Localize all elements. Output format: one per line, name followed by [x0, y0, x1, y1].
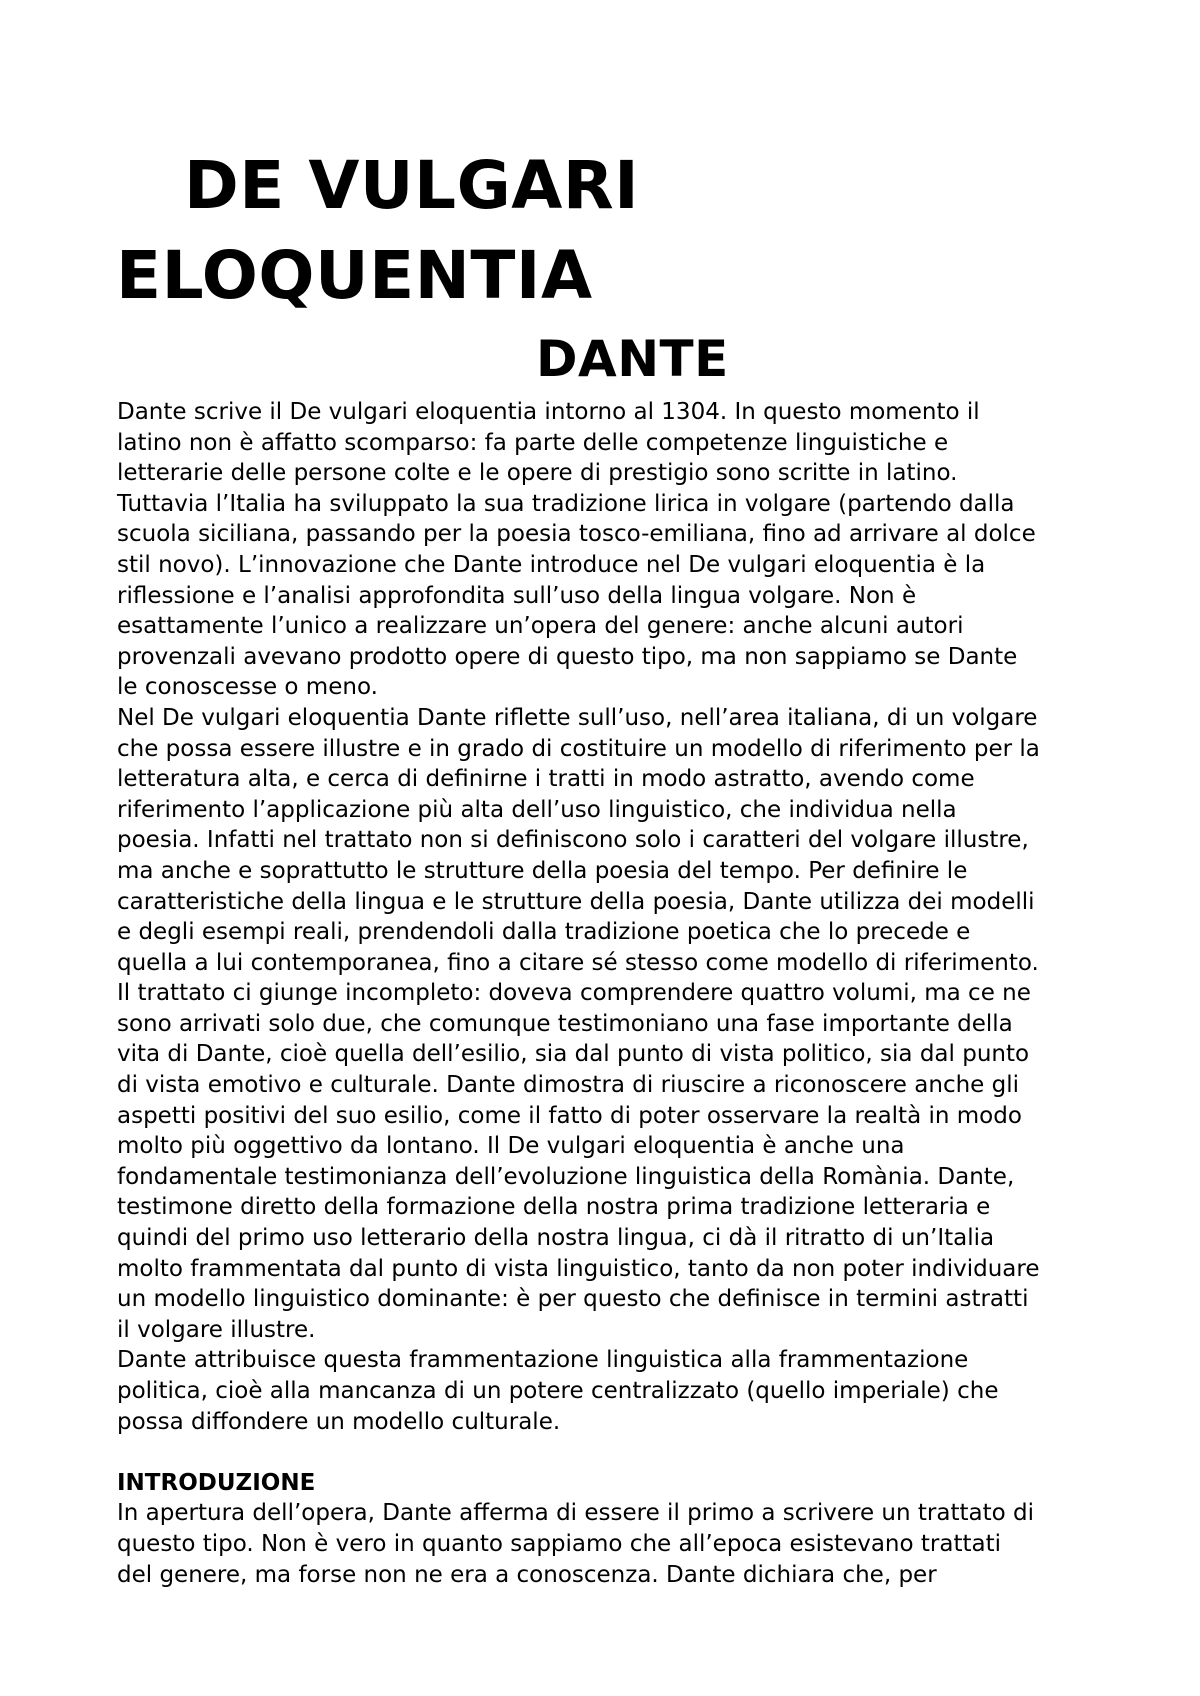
text-line: stil novo). L’innovazione che Dante introduce nel De vulgari eloquentia è la [117, 551, 986, 578]
text-line: riflessione e l’analisi approfondita sull’uso della lingua volgare. Non è [117, 582, 917, 609]
text-line: e degli esempi reali, prendendoli dalla tradizione poetica che lo precede e [117, 919, 971, 946]
body-text [117, 397, 1117, 1590]
text-line: vita di Dante, cioè quella dell’esilio, sia dal punto di vista politico, sia dal punto [117, 1041, 1030, 1068]
text-line: fondamentale testimonianza dell’evoluzione linguistica della Romània. Dante, [117, 1163, 1015, 1190]
text-line: questo tipo. Non è vero in quanto sappiamo che all’epoca esistevano trattati [117, 1530, 1001, 1557]
text-line: testimone diretto della formazione della nostra prima tradizione letteraria e [117, 1194, 991, 1221]
text-line: un modello linguistico dominante: è per questo che definisce in termini astratti [117, 1286, 1029, 1313]
text-line: scuola siciliana, passando per la poesia tosco-emiliana, fino ad arrivare al dolce [117, 521, 1036, 548]
text-line: Dante attribuisce questa frammentazione linguistica alla frammentazione [117, 1347, 969, 1374]
title-line-2: ELOQUENTIA [116, 237, 593, 314]
section-heading: INTRODUZIONE [117, 1469, 316, 1496]
text-line: letteratura alta, e cerca di definirne i tratti in modo astratto, avendo come [117, 766, 975, 793]
blank-line [117, 1437, 1117, 1468]
text-line: sono arrivati solo due, che comunque testimoniano una fase importante della [117, 1010, 1013, 1037]
text-line: che possa essere illustre e in grado di costituire un modello di riferimento per la [117, 735, 1040, 762]
text-line: esattamente l’unico a realizzare un’opera del genere: anche alcuni autori [117, 613, 964, 640]
text-line: letterarie delle persone colte e le opere di prestigio sono scritte in latino. [117, 460, 958, 487]
text-line: quella a lui contemporanea, fino a citare sé stesso come modello di riferimento. [117, 949, 1039, 976]
text-line: molto più oggettivo da lontano. Il De vulgari eloquentia è anche una [117, 1133, 905, 1160]
author-heading: DANTE [536, 330, 729, 388]
text-line: Il trattato ci giunge incompleto: doveva comprendere quattro volumi, ma ce ne [117, 980, 1031, 1007]
text-line: di vista emotivo e culturale. Dante dimostra di riuscire a riconoscere anche gli [117, 1072, 1020, 1099]
text-line: riferimento l’applicazione più alta dell’uso linguistico, che individua nella [117, 796, 957, 823]
text-line: aspetti positivi del suo esilio, come il fatto di poter osservare la realtà in modo [117, 1102, 1022, 1129]
text-line: le conoscesse o meno. [117, 674, 378, 701]
text-line: latino non è affatto scomparso: fa parte delle competenze linguistiche e [117, 429, 949, 456]
text-line: provenzali avevano prodotto opere di questo tipo, ma non sappiamo se Dante [117, 643, 1018, 670]
text-line: caratteristiche della lingua e le strutture della poesia, Dante utilizza dei modelli [117, 888, 1035, 915]
text-line: ma anche e soprattutto le strutture della poesia del tempo. Per definire le [117, 857, 968, 884]
text-line: Nel De vulgari eloquentia Dante riflette sull’uso, nell’area italiana, di un volgare [117, 704, 1038, 731]
text-line: poesia. Infatti nel trattato non si definiscono solo i caratteri del volgare illustre, [117, 827, 1029, 854]
text-line: quindi del primo uso letterario della nostra lingua, ci dà il ritratto di un’Italia [117, 1225, 995, 1252]
text-line: Dante scrive il De vulgari eloquentia intorno al 1304. In questo momento il [117, 399, 980, 425]
text-line: politica, cioè alla mancanza di un potere centralizzato (quello imperiale) che [117, 1378, 999, 1404]
text-line: Tuttavia l’Italia ha sviluppato la sua tradizione lirica in volgare (partendo dalla [117, 490, 1015, 517]
text-line: del genere, ma forse non ne era a conoscenza. Dante dichiara che, per [117, 1561, 937, 1588]
text-line: il volgare illustre. [117, 1316, 316, 1343]
text-line: molto frammentata dal punto di vista linguistico, tanto da non poter individuare [117, 1255, 1040, 1282]
text-line: possa diffondere un modello culturale. [117, 1408, 561, 1435]
text-line: In apertura dell’opera, Dante afferma di essere il primo a scrivere un trattato di [117, 1500, 1034, 1527]
title-line-1: DE VULGARI [184, 147, 640, 224]
